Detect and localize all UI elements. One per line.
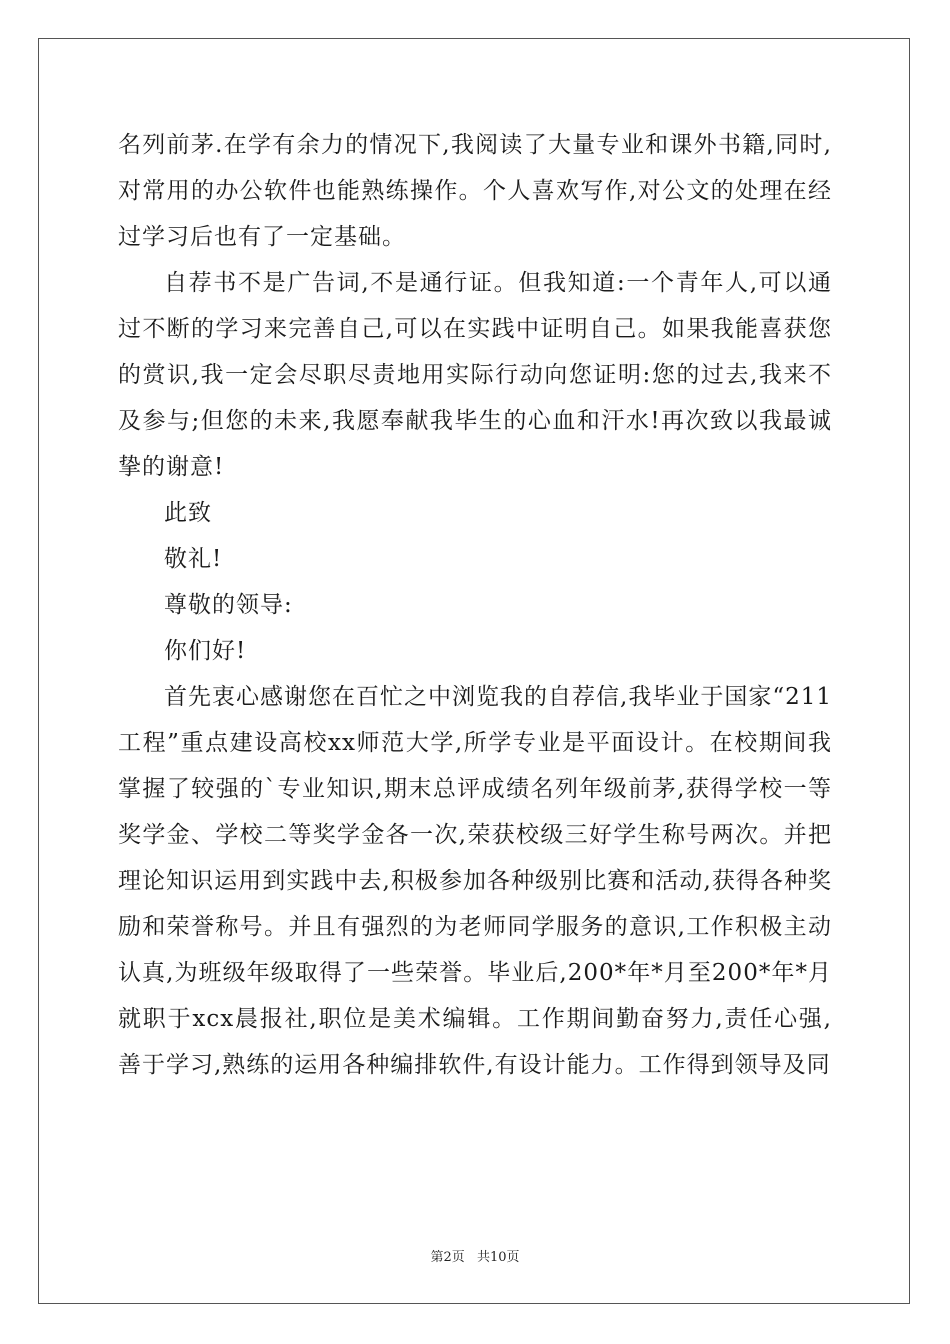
page-total: 共10页 bbox=[476, 1250, 520, 1265]
greeting-hello: 你们好! bbox=[164, 638, 247, 664]
document-body bbox=[118, 122, 832, 1088]
closing-salutation: 此致 bbox=[164, 500, 212, 526]
greeting-recipient: 尊敬的领导: bbox=[164, 592, 293, 618]
paragraph-1: 名列前茅.在学有余力的情况下,我阅读了大量专业和课外书籍,同时,对常用的办公软件也能熟练操作。个人喜欢写作,对公文的处理在经过学习后也有了一定基础。 bbox=[118, 132, 832, 250]
page-number: 第2页 bbox=[430, 1250, 465, 1265]
paragraph-2: 自荐书不是广告词,不是通行证。但我知道:一个青年人,可以通过不断的学习来完善自己,可以在实践中证明自己。如果我能喜获您的赏识,我一定会尽职尽责地用实际行动向您证明:您的过去,我来不及参与;但您的未来,我愿奉献我毕生的心血和汗水!再次致以我最诚挚的谢意! bbox=[118, 270, 832, 480]
page-footer bbox=[0, 1246, 950, 1265]
closing-regards: 敬礼! bbox=[164, 546, 223, 572]
paragraph-3: 首先衷心感谢您在百忙之中浏览我的自荐信,我毕业于国家“211工程”重点建设高校xx师范大学,所学专业是平面设计。在校期间我掌握了较强的`专业知识,期末总评成绩名列年级前茅,获得学校一等奖学金、学校二等奖学金各一次,荣获校级三好学生称号两次。并把理论知识运用到实践中去,积极参加各种级别比赛和活动,获得各种奖励和荣誉称号。并且有强烈的为老师同学服务的意识,工作积极主动认真,为班级年级取得了一些荣誉。毕业后,200*年*月至200*年*月就职于xcx晨报社,职位是美术编辑。工作期间勤奋努力,责任心强,善于学习,熟练的运用各种编排软件,有设计能力。工作得到领导及同 bbox=[118, 684, 832, 1078]
